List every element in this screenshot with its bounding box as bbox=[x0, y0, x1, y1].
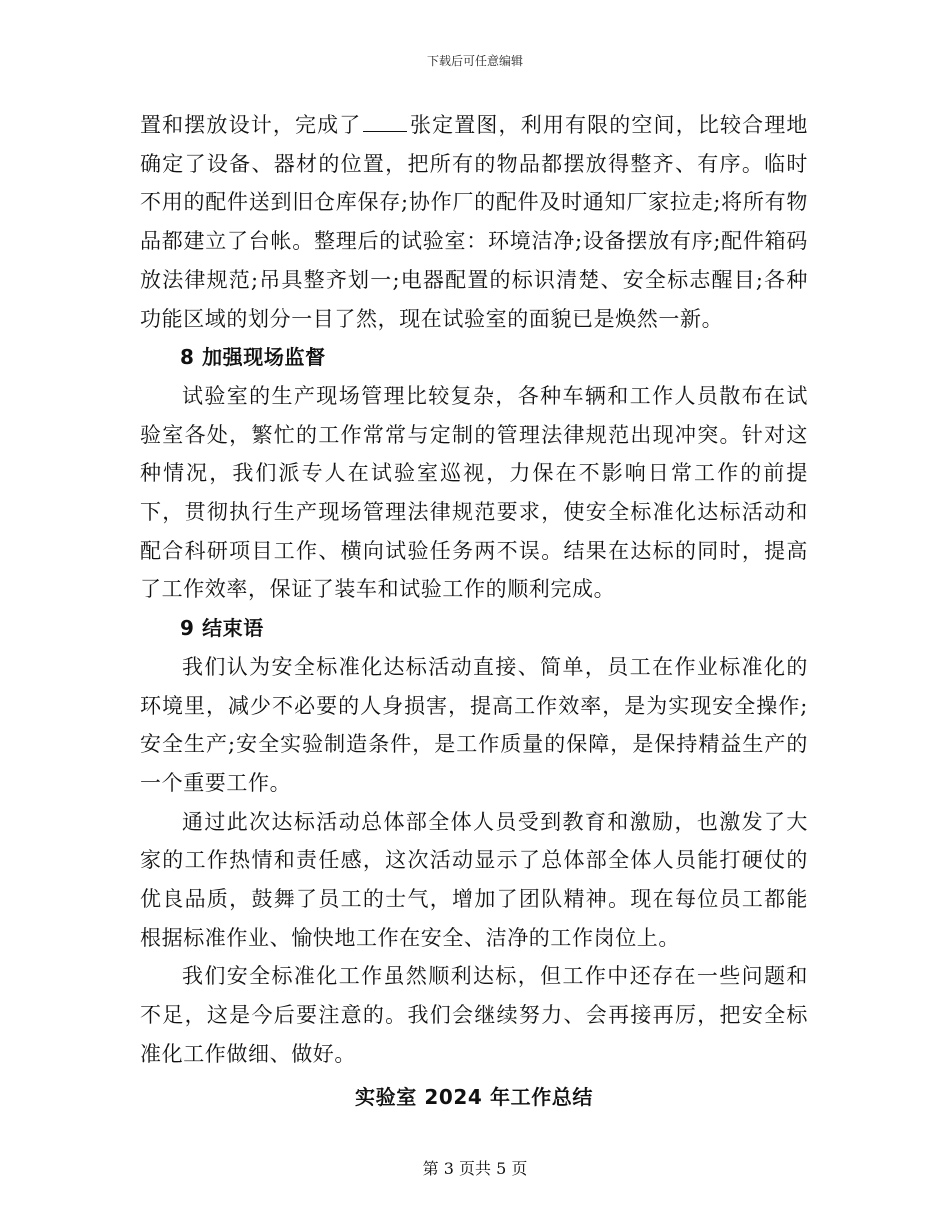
section-heading-8: 8 加强现场监督 bbox=[180, 345, 326, 370]
document-title: 实验室 2024 年工作总结 bbox=[355, 1084, 593, 1109]
paragraph: 试验室的生产现场管理比较复杂，各种车辆和工作人员散布在试验室各处，繁忙的工作常常与定制的管理法律规范出现冲突。针对这种情况，我们派专人在试验室巡视，力保在不影响日常工作的前提下，贯彻执行生产现场管理法律规范要求，使安全标准化达标活动和配合科研项目工作、横向试验任务两不误。结果在达标的同时，提高了工作效率，保证了装车和试验工作的顺利完成。 bbox=[140, 383, 808, 602]
paragraph: 通过此次达标活动总体部全体人员受到教育和激励，也激发了大家的工作热情和责任感，这次活动显示了总体部全体人员能打硬仗的优良品质，鼓舞了员工的士气，增加了团队精神。现在每位员工都能根据标准作业、愉快地工作在安全、洁净的工作岗位上。 bbox=[140, 809, 808, 950]
paragraph-continued bbox=[140, 106, 808, 338]
fill-in-blank bbox=[363, 115, 407, 132]
page-header: 下载后可任意编辑 bbox=[426, 54, 523, 68]
paragraph: 我们安全标准化工作虽然顺利达标，但工作中还存在一些问题和不足，这是今后要注意的。我们会继续努力、会再接再厉，把安全标准化工作做细、做好。 bbox=[140, 964, 808, 1066]
paragraph: 我们认为安全标准化达标活动直接、简单，员工在作业标准化的环境里，减少不必要的人身损害，提高工作效率，是为实现安全操作;安全生产;安全实验制造条件，是工作质量的保障，是保持精益生产的一个重要工作。 bbox=[140, 654, 808, 795]
paragraph-text: 张定置图，利用有限的空间，比较合理地确定了设备、器材的位置，把所有的物品都摆放得整齐、有序。临时不用的配件送到旧仓库保存;协作厂的配件及时通知厂家拉走;将所有物品都建立了台帐。整理后的试验室：环境洁净;设备摆放有序;配件箱码放法律规范;吊具整齐划一;电器配置的标识清楚、安全标志醒目;各种功能区域的划分一目了然，现在试验室的面貌已是焕然一新。 bbox=[140, 113, 808, 331]
paragraph-text: 置和摆放设计，完成了 bbox=[140, 113, 362, 137]
page-footer: 第 3 页共 5 页 bbox=[422, 1159, 528, 1178]
document-body bbox=[140, 106, 808, 1116]
section-heading-9: 9 结束语 bbox=[180, 616, 264, 641]
